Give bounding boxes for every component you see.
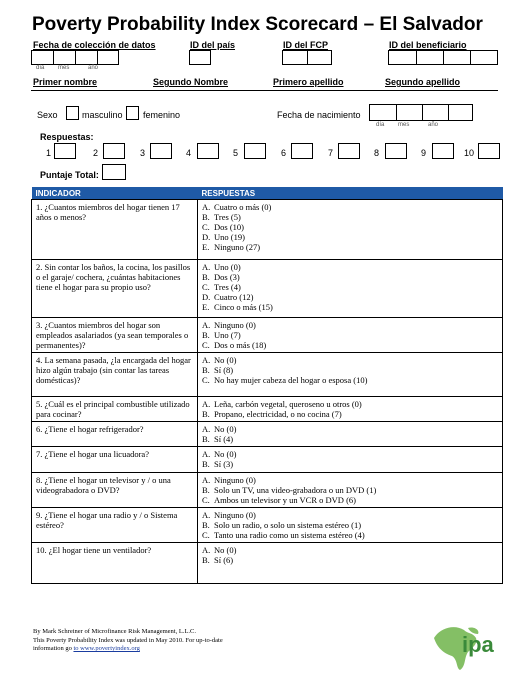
answer-number-8: 8 <box>374 148 380 158</box>
segundo-nombre-label: Segundo Nombre <box>153 77 229 87</box>
answer-option[interactable] <box>202 485 498 495</box>
answer-number-1: 1 <box>46 148 52 158</box>
option-text: Cinco o más (15) <box>214 302 273 312</box>
answer-option[interactable] <box>202 434 498 444</box>
option-letter: C. <box>202 375 210 385</box>
nacimiento-dia-caption: día <box>376 122 385 128</box>
option-text: No (0) <box>214 355 237 365</box>
id-beneficiario-field[interactable] <box>388 50 498 65</box>
option-letter: A. <box>202 545 211 555</box>
mes-caption: mes <box>58 65 70 71</box>
option-text: Sí (8) <box>214 365 234 375</box>
option-text: No (0) <box>214 449 237 459</box>
respuestas-cell <box>198 473 503 508</box>
option-text: Cuatro (12) <box>214 292 254 302</box>
indicador-cell: 7. ¿Tiene el hogar una licuadora? <box>32 447 198 473</box>
table-row <box>32 200 503 260</box>
option-text: Ambos un televisor y un VCR o DVD (6) <box>214 495 356 505</box>
option-letter: E. <box>202 242 210 252</box>
option-text: No hay mujer cabeza del hogar o esposa (10) <box>214 375 368 385</box>
answer-box-7[interactable] <box>338 143 360 159</box>
option-letter: A. <box>202 202 211 212</box>
option-text: Ninguno (0) <box>214 475 256 485</box>
option-text: Dos (10) <box>214 222 244 232</box>
answer-option[interactable] <box>202 530 498 540</box>
indicador-cell: 10. ¿El hogar tiene un ventilador? <box>32 543 198 584</box>
answer-box-8[interactable] <box>385 143 407 159</box>
puntaje-total-field[interactable] <box>102 164 126 180</box>
respuestas-cell <box>198 422 503 447</box>
answer-option[interactable] <box>202 302 498 312</box>
respuestas-cell <box>198 353 503 397</box>
table-row <box>32 447 503 473</box>
footer-info: information go <box>33 645 74 652</box>
scorecard-table <box>31 187 503 584</box>
option-letter: B. <box>202 212 210 222</box>
answer-option[interactable] <box>202 212 498 222</box>
option-text: Propano, electricidad, o no cocina (7) <box>214 409 342 419</box>
footer <box>33 628 223 654</box>
fecha-coleccion-label: Fecha de colección de datos <box>33 40 156 50</box>
nacimiento-anio-caption: año <box>428 122 439 128</box>
option-text: Tanto una radio como un sistema estéreo (4) <box>214 530 365 540</box>
answer-option[interactable] <box>202 202 498 212</box>
answer-option[interactable] <box>202 282 498 292</box>
answer-option[interactable] <box>202 232 498 242</box>
answer-option[interactable] <box>202 365 498 375</box>
indicador-cell: 1. ¿Cuantos miembros del hogar tienen 17 años o menos? <box>32 200 198 260</box>
answer-option[interactable] <box>202 340 498 350</box>
option-letter: A. <box>202 510 211 520</box>
option-text: Cuatro o más (0) <box>214 202 272 212</box>
id-fcp-field[interactable] <box>282 50 332 65</box>
respuestas-label: Respuestas: <box>40 132 94 142</box>
povertyindex-link[interactable]: to www.povertyindex.org <box>73 645 140 652</box>
option-text: Tres (5) <box>214 212 241 222</box>
answer-option[interactable] <box>202 320 498 330</box>
footer-author: By Mark Schreiner of Microfinance Risk Management, L.L.C. <box>33 628 196 635</box>
answer-option[interactable] <box>202 272 498 282</box>
option-letter: A. <box>202 320 211 330</box>
answer-option[interactable] <box>202 424 498 434</box>
option-text: Solo un TV, una video-grabadora o un DVD (1) <box>214 485 377 495</box>
answer-option[interactable] <box>202 409 498 419</box>
segundo-apellido-label: Segundo apellido <box>385 77 461 87</box>
indicador-cell: 2. Sin contar los baños, la cocina, los pasillos o el garaje/ cochera, ¿cuántas habitaciones tiene el hogar para su propio uso? <box>32 260 198 318</box>
answer-number-7: 7 <box>328 148 334 158</box>
option-letter: C. <box>202 530 210 540</box>
respuestas-cell <box>198 318 503 353</box>
option-text: Ninguno (27) <box>214 242 261 252</box>
answer-box-4[interactable] <box>197 143 219 159</box>
answer-number-9: 9 <box>421 148 427 158</box>
option-text: Ninguno (0) <box>214 320 256 330</box>
answer-number-6: 6 <box>281 148 287 158</box>
answer-box-3[interactable] <box>150 143 172 159</box>
respuestas-cell <box>198 447 503 473</box>
indicador-cell: 5. ¿Cuál es el principal combustible utilizado para cocinar? <box>32 397 198 422</box>
femenino-checkbox[interactable] <box>126 106 139 120</box>
dia-caption: día <box>36 65 45 71</box>
option-letter: E. <box>202 302 210 312</box>
respuestas-cell <box>198 200 503 260</box>
answer-number-5: 5 <box>233 148 239 158</box>
anio-caption: año <box>88 65 99 71</box>
answer-box-1[interactable] <box>54 143 76 159</box>
respuestas-cell <box>198 543 503 584</box>
option-text: Leña, carbón vegetal, queroseno u otros (0) <box>214 399 362 409</box>
option-text: Uno (19) <box>214 232 245 242</box>
ipa-logo <box>428 618 500 674</box>
option-letter: B. <box>202 434 210 444</box>
answer-option[interactable] <box>202 292 498 302</box>
answer-box-5[interactable] <box>244 143 266 159</box>
answer-option[interactable] <box>202 222 498 232</box>
answer-number-3: 3 <box>140 148 146 158</box>
primer-nombre-label: Primer nombre <box>33 77 98 87</box>
ipa-logo-text: ipa <box>462 632 494 657</box>
option-letter: B. <box>202 459 210 469</box>
option-letter: B. <box>202 272 210 282</box>
answer-option[interactable] <box>202 545 498 555</box>
masculino-checkbox[interactable] <box>66 106 79 120</box>
table-row <box>32 422 503 447</box>
option-text: Solo un radio, o solo un sistema estéreo (1) <box>214 520 362 530</box>
fecha-coleccion-field[interactable] <box>31 50 119 65</box>
option-letter: A. <box>202 399 211 409</box>
footer-update: This Poverty Probability Index was updated in May 2010. For up-to-date <box>33 636 223 644</box>
table-row <box>32 508 503 543</box>
option-letter: B. <box>202 330 210 340</box>
option-letter: B. <box>202 485 210 495</box>
respuestas-cell <box>198 260 503 318</box>
option-letter: A. <box>202 475 211 485</box>
table-row <box>32 260 503 318</box>
option-letter: D. <box>202 292 211 302</box>
option-text: Tres (4) <box>214 282 241 292</box>
indicador-cell: 8. ¿Tiene el hogar un televisor y / o una videograbadora o DVD? <box>32 473 198 508</box>
answer-box-2[interactable] <box>103 143 125 159</box>
indicador-cell: 9. ¿Tiene el hogar una radio y / o Sistema estéreo? <box>32 508 198 543</box>
respuestas-cell <box>198 508 503 543</box>
answer-box-9[interactable] <box>432 143 454 159</box>
option-letter: C. <box>202 282 210 292</box>
indicador-cell: 4. La semana pasada, ¿la encargada del hogar hizo algún trabajo (sin contar las tareas domésticas)? <box>32 353 198 397</box>
fecha-nacimiento-label: Fecha de nacimiento <box>277 110 361 120</box>
answer-option[interactable] <box>202 459 498 469</box>
page-title: Poverty Probability Index Scorecard – El Salvador <box>32 14 483 35</box>
fecha-nacimiento-field[interactable] <box>369 104 473 121</box>
option-letter: A. <box>202 262 211 272</box>
answer-option[interactable] <box>202 520 498 530</box>
table-row <box>32 318 503 353</box>
option-text: Dos o más (18) <box>214 340 267 350</box>
option-letter: C. <box>202 495 210 505</box>
answer-number-10: 10 <box>464 148 475 158</box>
answer-number-2: 2 <box>93 148 99 158</box>
answer-option[interactable] <box>202 242 498 252</box>
answer-option[interactable] <box>202 262 498 272</box>
option-text: Sí (6) <box>214 555 234 565</box>
option-letter: B. <box>202 555 210 565</box>
answer-option[interactable] <box>202 510 498 520</box>
option-letter: D. <box>202 232 211 242</box>
answer-option[interactable] <box>202 495 498 505</box>
answer-option[interactable] <box>202 355 498 365</box>
option-letter: C. <box>202 222 210 232</box>
option-text: Sí (3) <box>214 459 234 469</box>
nacimiento-mes-caption: mes <box>398 122 410 128</box>
table-row <box>32 353 503 397</box>
answer-option[interactable] <box>202 449 498 459</box>
option-text: Ninguno (0) <box>214 510 256 520</box>
option-letter: B. <box>202 365 210 375</box>
id-fcp-label: ID del FCP <box>283 40 329 50</box>
id-beneficiario-label: ID del beneficiario <box>389 40 467 50</box>
answer-box-10[interactable] <box>478 143 500 159</box>
answer-box-6[interactable] <box>291 143 313 159</box>
indicador-cell: 6. ¿Tiene el hogar refrigerador? <box>32 422 198 447</box>
table-row <box>32 473 503 508</box>
answer-option[interactable] <box>202 330 498 340</box>
id-pais-label: ID del país <box>190 40 236 50</box>
primer-apellido-label: Primero apellido <box>273 77 344 87</box>
table-row <box>32 543 503 584</box>
option-text: Uno (0) <box>214 262 241 272</box>
option-text: Sí (4) <box>214 434 234 444</box>
option-letter: B. <box>202 520 210 530</box>
table-row <box>32 397 503 422</box>
answer-option[interactable] <box>202 375 498 385</box>
option-letter: C. <box>202 340 210 350</box>
answer-option[interactable] <box>202 399 498 409</box>
masculino-label: masculino <box>82 110 123 120</box>
answer-option[interactable] <box>202 475 498 485</box>
option-text: No (0) <box>214 424 237 434</box>
indicador-header: INDICADOR <box>32 187 198 200</box>
indicador-cell: 3. ¿Cuantos miembros del hogar son empleados asalariados (ya sean temporales o permanentes)? <box>32 318 198 353</box>
respuestas-header: RESPUESTAS <box>198 187 503 200</box>
names-line[interactable] <box>31 90 498 91</box>
option-text: Uno (7) <box>214 330 241 340</box>
answer-option[interactable] <box>202 555 498 565</box>
option-letter: B. <box>202 409 210 419</box>
option-letter: A. <box>202 355 211 365</box>
option-text: No (0) <box>214 545 237 555</box>
option-letter: A. <box>202 424 211 434</box>
id-pais-field[interactable] <box>189 50 211 65</box>
option-text: Dos (3) <box>214 272 240 282</box>
respuestas-cell <box>198 397 503 422</box>
puntaje-total-label: Puntaje Total: <box>40 170 99 180</box>
femenino-label: femenino <box>143 110 181 120</box>
answer-number-4: 4 <box>186 148 192 158</box>
sexo-label: Sexo <box>37 110 58 120</box>
option-letter: A. <box>202 449 211 459</box>
